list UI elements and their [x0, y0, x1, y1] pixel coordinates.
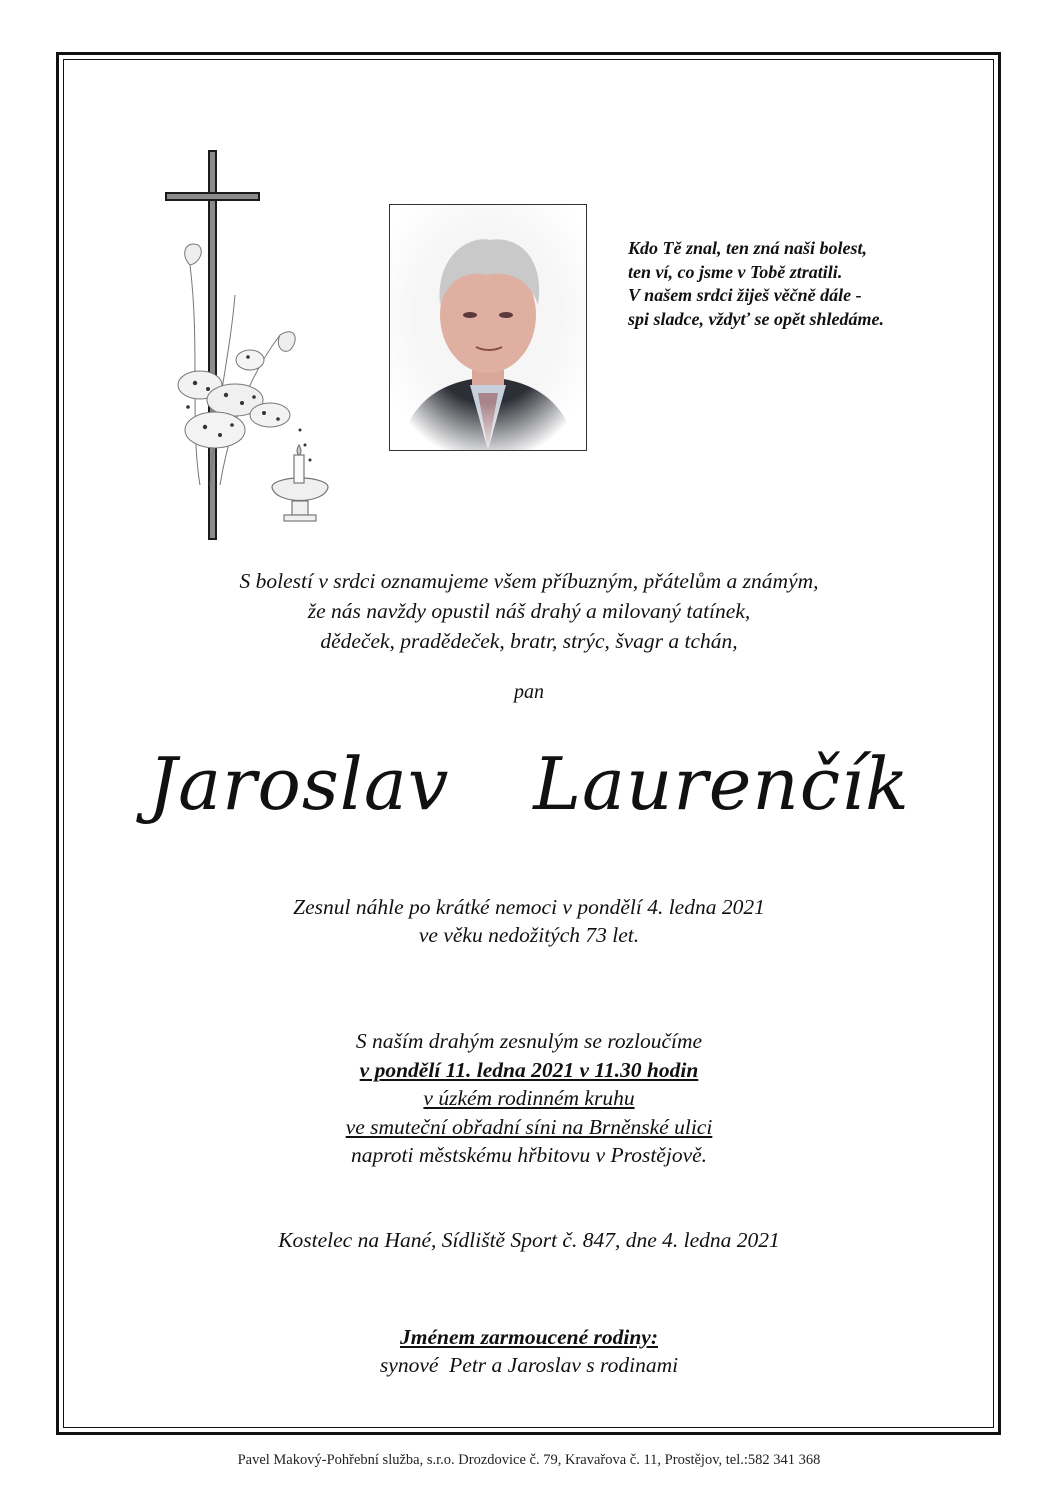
- poem-line: spi sladce, vždyť se opět shledáme.: [628, 308, 885, 329]
- announcement: [0, 566, 1058, 656]
- poem-line: Kdo Tě znal, ten zná naši bolest,: [628, 238, 868, 258]
- flowers-icon: [178, 244, 295, 485]
- family-heading: Jménem zarmoucené rodiny:: [400, 1325, 658, 1349]
- portrait-photo: [389, 204, 587, 451]
- farewell-venue: ve smuteční obřadní síni na Brněnské ulici: [345, 1114, 713, 1139]
- portrait-icon: [390, 205, 586, 450]
- farewell-intro: S naším drahým zesnulým se rozloučíme: [355, 1029, 703, 1053]
- cross-flowers-decoration: [160, 145, 360, 545]
- family-members: synové Petr a Jaroslav s rodinami: [379, 1353, 679, 1377]
- funeral-service-footer: Pavel Makový-Pohřební služba, s.r.o. Drozdovice č. 79, Kravařova č. 11, Prostějov, tel.:582 341 368: [237, 1452, 821, 1468]
- candle-lamp-icon: [272, 445, 328, 521]
- poem-line: ten ví, co jsme v Tobě ztratili.: [628, 261, 843, 282]
- death-info-line: Zesnul náhle po krátké nemoci v pondělí 4. ledna 2021: [293, 895, 765, 919]
- cross-icon: [165, 150, 260, 540]
- death-info: [0, 893, 1058, 949]
- farewell-info: [0, 1027, 1058, 1170]
- place-date: Kostelec na Hané, Sídliště Sport č. 847, dne 4. ledna 2021: [278, 1228, 780, 1252]
- farewell-location: naproti městskému hřbitovu v Prostějově.: [350, 1143, 708, 1167]
- honorific: pan: [514, 681, 544, 703]
- family-signature: [0, 1323, 1058, 1379]
- announcement-line: S bolestí v srdci oznamujeme všem příbuzným, přátelům a známým,: [239, 569, 819, 593]
- death-info-line: ve věku nedožitých 73 let.: [418, 923, 640, 947]
- farewell-date: v pondělí 11. ledna 2021 v 11.30 hodin: [359, 1057, 699, 1082]
- deceased-name: Jaroslav Laurenčík: [148, 742, 910, 826]
- announcement-line: že nás navždy opustil náš drahý a milovaný tatínek,: [307, 599, 751, 623]
- poem-line: V našem srdci žiješ věčně dále -: [628, 285, 862, 305]
- announcement-line: dědeček, pradědeček, bratr, strýc, švagr a tchán,: [320, 629, 738, 653]
- poem: [628, 237, 958, 331]
- farewell-circle: v úzkém rodinném kruhu: [423, 1086, 635, 1110]
